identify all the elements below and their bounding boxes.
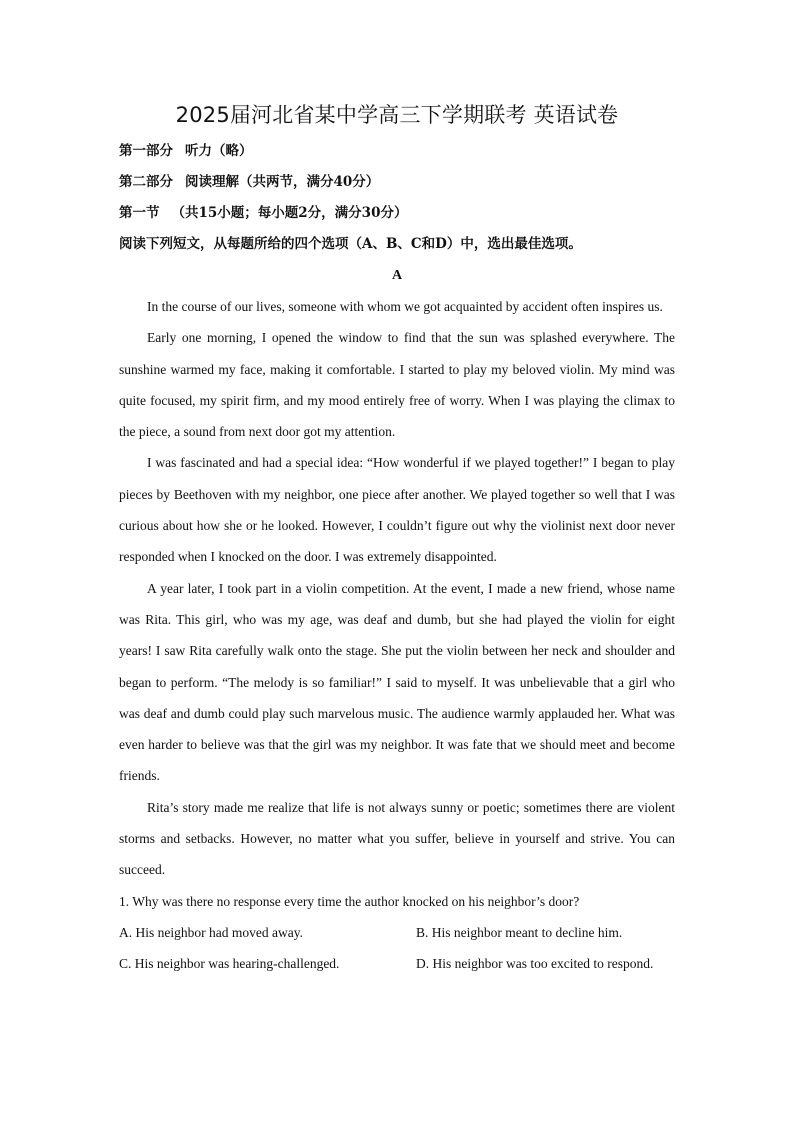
passage-letter: A [391,268,403,283]
instruction: 阅读下列短文，从每题所给的四个选项（A、B、C和D）中，选出最佳选项。 [119,236,582,252]
passage-paragraph-1: In the course of our lives, someone with whom we got acquainted by accident often inspires us. [147,299,663,314]
option-d: D. His neighbor was too excited to respond. [416,956,654,972]
question-1: 1. Why was there no response every time the author knocked on his neighbor’s door? [119,893,580,909]
page-title: 2025届河北省某中学高三下学期联考 英语试卷 [175,103,619,127]
heading-section1-label: 第一节 [119,205,160,221]
heading-part2 [119,167,675,198]
heading-section1 [119,198,675,229]
heading-part2-text: 阅读理解（共两节，满分40分） [185,174,380,190]
heading-part1 [119,136,675,167]
option-c: C. His neighbor was hearing-challenged. [119,956,340,972]
option-a: A. His neighbor had moved away. [119,924,303,940]
passage-paragraph-2: Early one morning, I opened the window to find that the sun was splashed everywhere. The sunshine warmed my face, making it comfortable. I started to play my beloved violin. My mind was quite focused, my spirit firm, and my mood entirely free of worry. When I was playing the climax to the piece, a sound from next door got my attention. [119,330,675,440]
heading-part1-text: 听力（略） [185,143,253,159]
passage-paragraph-4: A year later, I took part in a violin competition. At the event, I made a new friend, whose name was Rita. This girl, who was my age, was deaf and dumb, but she had played the violin for eight years! I saw Rita carefully walk onto the stage. She put the violin between her neck and shoulder and began to perform. “The melody is so familiar!” I said to myself. It was unbelievable that a girl who was deaf and dumb could play such marvelous music. The audience warmly applauded her. What was even harder to believe was that the girl was my neighbor. It was fate that we should meet and become friends. [119,580,675,784]
heading-section1-text: （共15小题；每小题2分，满分30分） [171,205,408,221]
heading-part2-label: 第二部分 [119,174,173,190]
question-1-options [119,917,675,980]
passage-paragraph-5: Rita’s story made me realize that life is not always sunny or poetic; sometimes there are violent storms and setbacks. However, no matter what you suffer, believe in yourself and strive. You can succeed. [119,799,675,878]
option-b: B. His neighbor meant to decline him. [416,924,623,940]
exam-page [119,100,675,980]
heading-part1-label: 第一部分 [119,143,173,159]
passage-paragraph-3: I was fascinated and had a special idea: “How wonderful if we played together!” I began to play pieces by Beethoven with my neighbor, one piece after another. We played together so well that I was curious about how she or he looked. However, I couldn’t figure out why the violinist next door never responded when I knocked on the door. I was extremely disappointed. [119,455,675,565]
